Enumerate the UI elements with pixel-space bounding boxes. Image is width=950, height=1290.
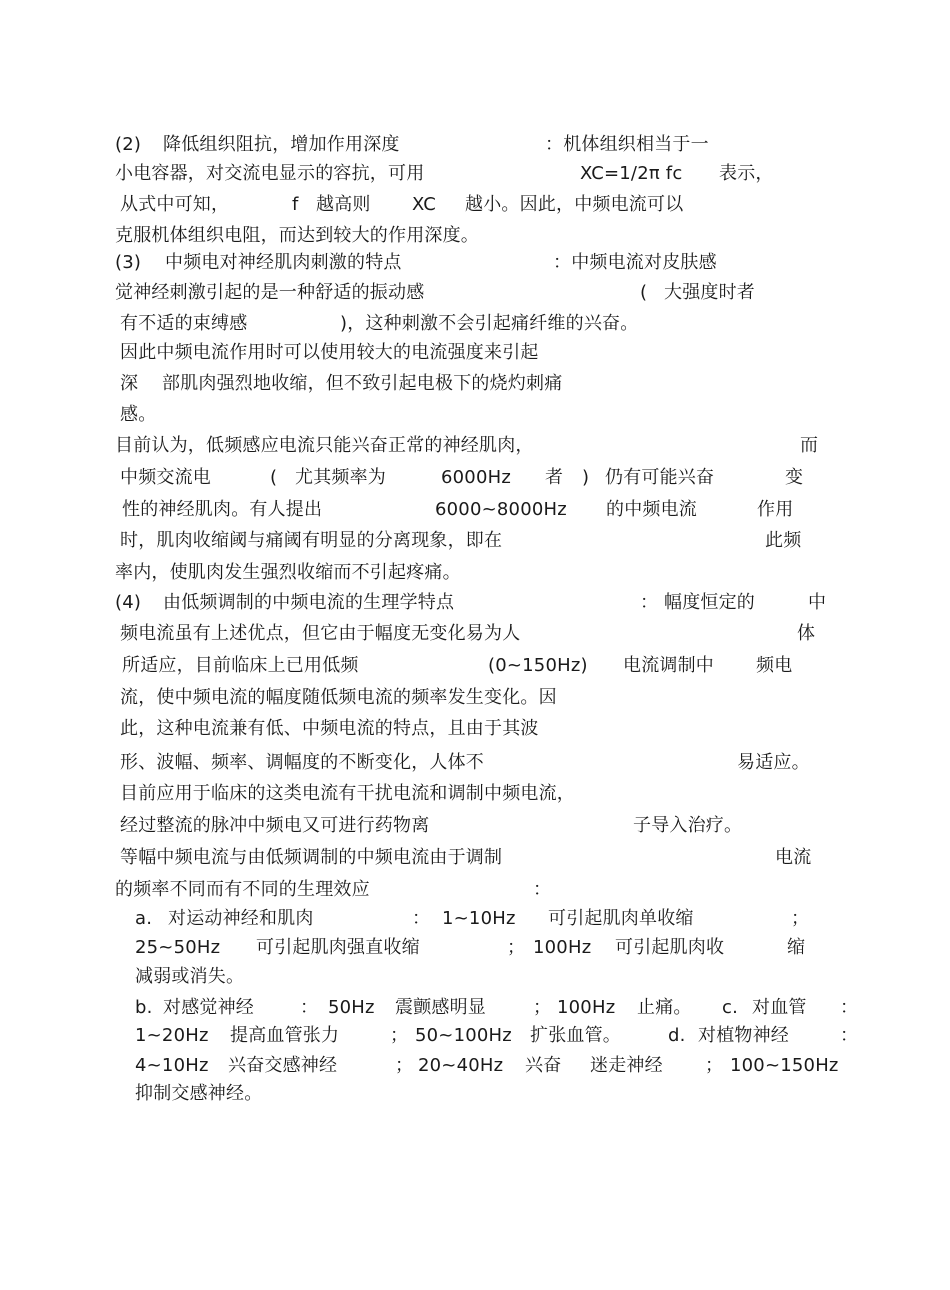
text-run: 100Hz [557,997,616,1018]
text-line [0,1083,950,1113]
text-line [0,467,950,497]
text-line [0,562,950,592]
text-line [0,815,950,845]
text-run: ( [270,467,278,488]
text-run: ： [640,592,659,613]
text-run: 大强度时者 [664,282,755,303]
text-run: 缩 [787,937,806,958]
text-run: 频电 [756,655,793,676]
text-line [0,966,950,996]
text-run: 100~150Hz [730,1055,839,1076]
text-run: 兴奋交感神经 [228,1055,338,1076]
text-run: 减弱或消失。 [135,966,245,987]
text-run: 电流调制中 [623,655,714,676]
text-line [0,1055,950,1085]
text-run: 抑制交感神经。 [135,1083,263,1104]
text-line [0,687,950,717]
text-run: ； [395,1055,414,1076]
text-line [0,194,950,224]
text-run: (2) [115,134,142,155]
text-run: ： [533,879,552,900]
text-line [0,252,950,282]
text-run: 25~50Hz [135,937,221,958]
text-line [0,373,950,403]
text-run: )，这种刺激不会引起痛纤维的兴奋。 [340,313,639,334]
text-run: 幅度恒定的 [664,592,755,613]
text-run: 部肌肉强烈地收缩，但不致引起电极下的烧灼刺痛 [162,373,563,394]
text-run: 4~10Hz [135,1055,209,1076]
text-run: 兴奋 [525,1055,562,1076]
text-run: 易适应。 [737,752,810,773]
text-line [0,623,950,653]
text-run: 目前应用于临床的这类电流有干扰电流和调制中频电流， [120,783,575,804]
text-run: 此，这种电流兼有低、中频电流的特点，且由于其波 [120,718,539,739]
text-run: 的频率不同而有不同的生理效应 [115,879,370,900]
text-run: 目前认为，低频感应电流只能兴奋正常的神经肌肉， [115,435,534,456]
text-run: (3) [115,252,142,273]
text-run: XC [412,194,436,215]
text-run: 对感觉神经 [163,997,254,1018]
text-run: ； [390,1025,409,1046]
text-run: 电流 [775,847,812,868]
text-line [0,282,950,312]
text-line [0,134,950,164]
text-line [0,879,950,909]
text-run: 中频交流电 [120,467,211,488]
text-line [0,655,950,685]
text-line [0,342,950,372]
text-run: 此频 [765,530,802,551]
text-run: 作用 [757,499,794,520]
text-run: 体 [797,623,816,644]
text-run: 而 [800,435,819,456]
text-run: ； [533,997,552,1018]
text-run: 表示， [719,163,774,184]
text-line [0,313,950,343]
text-run: 经过整流的脉冲中频电又可进行药物离 [120,815,430,836]
text-run: ：机体组织相当于一 [545,134,709,155]
text-run: 所适应，目前临床上已用低频 [122,655,359,676]
text-run: 率内，使肌肉发生强烈收缩而不引起疼痛。 [115,562,461,583]
text-run: (0~150Hz) [488,655,588,676]
text-run: 对植物神经 [698,1025,789,1046]
text-run: 可引起肌肉单收缩 [548,908,694,929]
text-run: 觉神经刺激引起的是一种舒适的振动感 [115,282,425,303]
text-run: 仍有可能兴奋 [605,467,715,488]
text-run: ： [840,1025,859,1046]
text-run: 可引起肌肉收 [615,937,725,958]
text-run: b. [135,997,153,1018]
text-run: 时，肌肉收缩阈与痛阈有明显的分离现象，即在 [120,530,503,551]
text-run: 止痛。 [637,997,692,1018]
text-run: 扩张血管。 [530,1025,621,1046]
text-run: 20~40Hz [418,1055,504,1076]
text-run: a. [135,908,153,929]
text-run: d. [668,1025,686,1046]
text-run: 性的神经肌肉。有人提出 [122,499,323,520]
text-run: 从式中可知， [120,194,230,215]
text-run: XC=1/2π fc [580,163,683,184]
text-run: ： [840,997,859,1018]
text-line [0,937,950,967]
text-run: 等幅中频电流与由低频调制的中频电流由于调制 [120,847,503,868]
text-run: 震颤感明显 [395,997,486,1018]
text-run: ( [640,282,648,303]
text-line [0,783,950,813]
text-run: 6000~8000Hz [435,499,567,520]
text-run: c. [722,997,739,1018]
text-run: 感。 [120,404,157,425]
text-line [0,997,950,1027]
text-line [0,530,950,560]
text-line [0,752,950,782]
text-line [0,163,950,193]
text-run: 6000Hz [441,467,511,488]
text-run: 50Hz [328,997,375,1018]
text-run: 子导入治疗。 [633,815,743,836]
text-run: 提高血管张力 [230,1025,340,1046]
text-run: 尤其频率为 [295,467,386,488]
text-line [0,404,950,434]
text-run: 对运动神经和肌肉 [168,908,314,929]
text-run: 有不适的束缚感 [120,313,248,334]
text-run: 降低组织阻抗，增加作用深度 [163,134,400,155]
text-line [0,1025,950,1055]
text-run: 迷走神经 [590,1055,663,1076]
text-line [0,908,950,938]
text-run: 越高则 [316,194,371,215]
text-run: ； [791,908,810,929]
text-line [0,718,950,748]
text-run: 50~100Hz [415,1025,512,1046]
text-run: 小电容器，对交流电显示的容抗，可用 [115,163,425,184]
text-run: 克服机体组织电阻，而达到较大的作用深度。 [115,225,479,246]
text-run: 100Hz [533,937,592,958]
text-run: 1~10Hz [442,908,516,929]
text-run: 由低频调制的中频电流的生理学特点 [163,592,455,613]
text-run: 者 [545,467,564,488]
text-run: ) [582,467,590,488]
text-line [0,847,950,877]
text-run: 频电流虽有上述优点，但它由于幅度无变化易为人 [120,623,521,644]
text-line [0,435,950,465]
text-run: 对血管 [752,997,807,1018]
text-run: 深 [120,373,139,394]
text-run: ； [705,1055,724,1076]
text-run: f [292,194,299,215]
text-run: ； [507,937,526,958]
text-run: 因此中频电流作用时可以使用较大的电流强度来引起 [120,342,539,363]
text-run: 可引起肌肉强直收缩 [256,937,420,958]
text-run: 1~20Hz [135,1025,209,1046]
text-run: 的中频电流 [606,499,697,520]
text-run: 中 [808,592,827,613]
text-line [0,499,950,529]
text-run: (4) [115,592,142,613]
text-run: ： [300,997,319,1018]
text-line [0,592,950,622]
text-run: 形、波幅、频率、调幅度的不断变化，人体不 [120,752,484,773]
text-run: ： [412,908,431,929]
text-run: 变 [785,467,804,488]
text-run: 越小。因此，中频电流可以 [465,194,684,215]
text-line [0,225,950,255]
text-run: ：中频电流对皮肤感 [553,252,717,273]
text-run: 流，使中频电流的幅度随低频电流的频率发生变化。因 [120,687,557,708]
text-run: 中频电对神经肌肉刺激的特点 [165,252,402,273]
